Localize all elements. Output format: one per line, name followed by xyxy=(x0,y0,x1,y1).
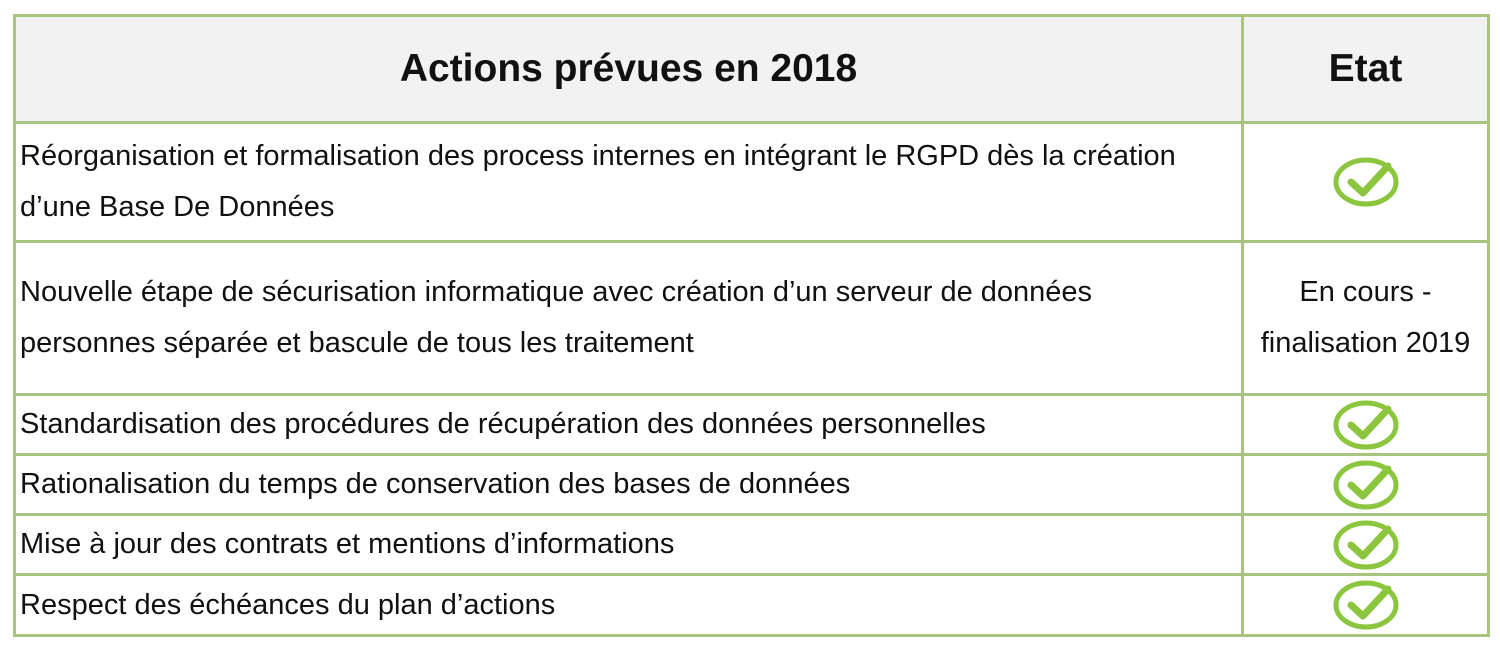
table-row xyxy=(15,515,1489,575)
state-cell xyxy=(1243,575,1489,636)
check-circle-icon xyxy=(1332,155,1400,209)
state-cell xyxy=(1243,123,1489,242)
table-row xyxy=(15,395,1489,455)
table-row xyxy=(15,455,1489,515)
state-cell xyxy=(1243,395,1489,455)
check-circle-icon xyxy=(1332,458,1400,512)
table-header-row xyxy=(15,16,1489,123)
action-cell: Respect des échéances du plan d’actions xyxy=(15,575,1243,636)
table-row xyxy=(15,575,1489,636)
header-state: Etat xyxy=(1243,16,1489,123)
action-cell: Mise à jour des contrats et mentions d’informations xyxy=(15,515,1243,575)
check-circle-icon xyxy=(1332,578,1400,632)
actions-table xyxy=(13,14,1490,637)
action-cell: Standardisation des procédures de récupération des données personnelles xyxy=(15,395,1243,455)
action-cell: Nouvelle étape de sécurisation informatique avec création d’un serveur de données personnes séparée et bascule de tous les traitement xyxy=(15,242,1243,395)
action-cell: Rationalisation du temps de conservation des bases de données xyxy=(15,455,1243,515)
state-text: En cours - finalisation 2019 xyxy=(1243,242,1489,395)
state-cell xyxy=(1243,455,1489,515)
check-circle-icon xyxy=(1332,398,1400,452)
table-row xyxy=(15,242,1489,395)
state-cell xyxy=(1243,515,1489,575)
action-cell: Réorganisation et formalisation des process internes en intégrant le RGPD dès la création d’une Base De Données xyxy=(15,123,1243,242)
header-actions: Actions prévues en 2018 xyxy=(15,16,1243,123)
table-row xyxy=(15,123,1489,242)
check-circle-icon xyxy=(1332,518,1400,572)
